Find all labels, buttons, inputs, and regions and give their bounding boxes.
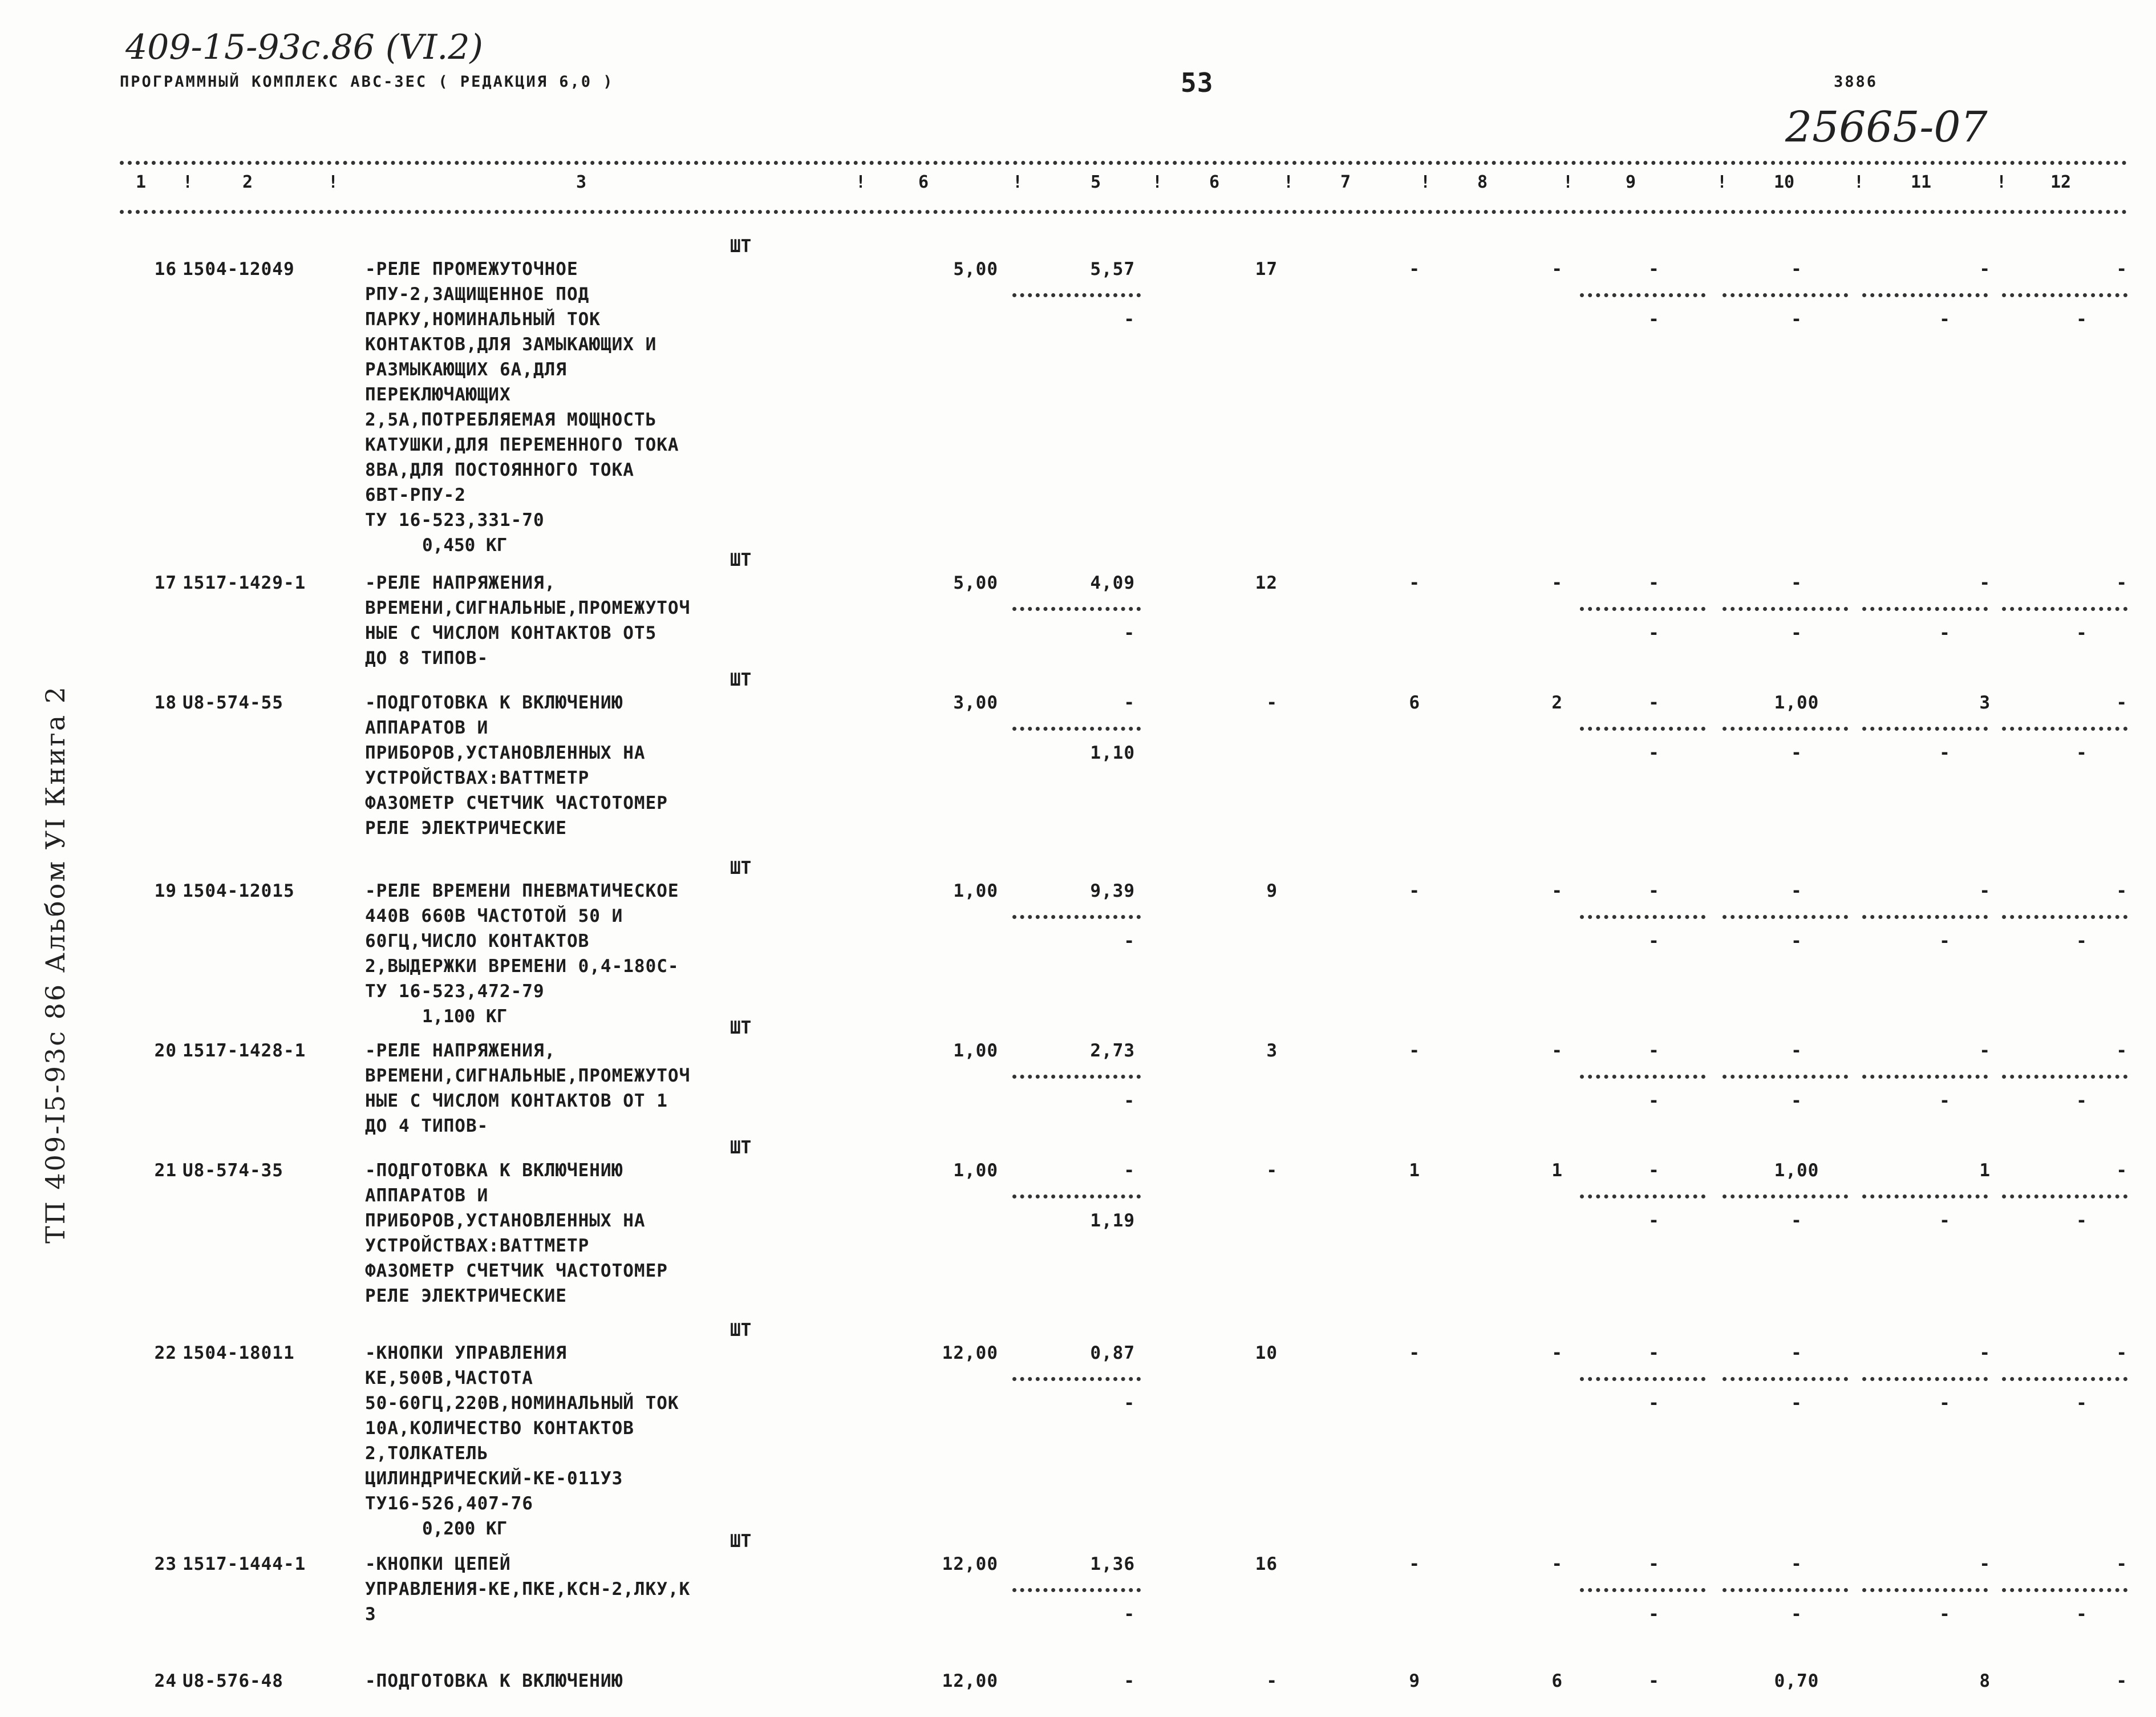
col-10-sub: - [1791, 1604, 1802, 1625]
col-12-sub: - [2076, 1091, 2088, 1111]
col-10-value: 1,00 [1774, 1160, 1819, 1181]
col-9-sub: - [1648, 1210, 1660, 1231]
col-9-value: - [1648, 693, 1660, 713]
row-number: 16 [154, 259, 177, 280]
col-12-underline [2002, 915, 2127, 919]
column-number: 3 [576, 172, 587, 192]
column-number: 6 [918, 172, 929, 192]
col-10-underline [1723, 915, 1848, 919]
item-description [365, 1669, 924, 1694]
col-8-value: - [1551, 881, 1563, 901]
column-number: 9 [1626, 172, 1636, 192]
unit-price: 4,09 [1090, 573, 1135, 593]
resource-code: 1517-1444-1 [183, 1554, 306, 1574]
price-underline [1012, 1075, 1141, 1079]
quantity: 5,00 [953, 259, 998, 280]
col-11-value: - [1979, 881, 1991, 901]
col-6-value: 10 [1255, 1343, 1278, 1363]
col-9-sub: - [1648, 309, 1660, 330]
description-line: УПРАВЛЕНИЯ-КЕ,ПКЕ,КСН-2,ЛКУ,К [365, 1579, 691, 1599]
column-number: 6 [1209, 172, 1220, 192]
col-11-sub: - [1939, 1604, 1951, 1625]
description-line: ДО 8 ТИПОВ- [365, 648, 489, 669]
col-6-value: - [1266, 1671, 1278, 1691]
unit-price: 0,87 [1090, 1343, 1135, 1363]
col-12-underline [2002, 1075, 2127, 1079]
col-10-underline [1723, 607, 1848, 611]
description-line: ДО 4 ТИПОВ- [365, 1116, 489, 1136]
col-12-value: - [2116, 259, 2127, 280]
col-10-sub: - [1791, 1393, 1802, 1414]
description-line: НЫЕ С ЧИСЛОМ КОНТАКТОВ ОТ5 [365, 623, 657, 643]
resource-code: 1504-12049 [183, 259, 295, 280]
description-line: РЕЛЕ ЭЛЕКТРИЧЕСКИЕ [365, 1286, 567, 1306]
col-9-sub: - [1648, 931, 1660, 951]
col-10-underline [1723, 1377, 1848, 1381]
col-10-sub: - [1791, 309, 1802, 330]
col-8-value: - [1551, 1040, 1563, 1061]
col-9-underline [1580, 1377, 1705, 1381]
column-number: 1 [136, 172, 147, 192]
col-11-sub: - [1939, 1210, 1951, 1231]
resource-code: 1504-12015 [183, 881, 295, 901]
price-underline [1012, 1377, 1141, 1381]
column-separator: ! [1420, 172, 1431, 192]
col-9-sub: - [1648, 623, 1660, 643]
unit-of-measure: ШТ [730, 1320, 752, 1341]
col-9-underline [1580, 727, 1705, 731]
quantity: 12,00 [942, 1671, 998, 1691]
col-9-sub: - [1648, 743, 1660, 763]
col-11-underline [1862, 727, 1988, 731]
col-10-value: 1,00 [1774, 693, 1819, 713]
item-description [365, 1552, 924, 1627]
col-8-value: - [1551, 1343, 1563, 1363]
description-line: КАТУШКИ,ДЛЯ ПЕРЕМЕННОГО ТОКА [365, 435, 679, 455]
column-separator: ! [1854, 172, 1865, 192]
description-line: 50-60ГЦ,220В,НОМИНАЛЬНЫЙ ТОК [365, 1393, 679, 1414]
description-line: -РЕЛЕ НАПРЯЖЕНИЯ, [365, 573, 556, 593]
item-description [365, 570, 924, 671]
row-number: 18 [154, 693, 177, 713]
resource-code: U8-574-55 [183, 693, 283, 713]
description-line: ВРЕМЕНИ,СИГНАЛЬНЫЕ,ПРОМЕЖУТОЧ [365, 1066, 691, 1086]
unit-of-measure: ШТ [730, 1531, 752, 1552]
column-separator: ! [183, 172, 193, 192]
description-line: КЕ,500В,ЧАСТОТА [365, 1368, 533, 1388]
quantity: 5,00 [953, 573, 998, 593]
col-11-value: 1 [1979, 1160, 1991, 1181]
col-10-value: - [1791, 1554, 1802, 1574]
unit-price-sub: - [1124, 623, 1135, 643]
col-6-value: - [1266, 1160, 1278, 1181]
column-separator: ! [1563, 172, 1574, 192]
col-9-underline [1580, 1075, 1705, 1079]
col-9-value: - [1648, 1160, 1660, 1181]
col-11-value: - [1979, 1040, 1991, 1061]
col-12-sub: - [2076, 743, 2088, 763]
unit-price-sub: - [1124, 1604, 1135, 1625]
description-line: 2,ВЫДЕРЖКИ ВРЕМЕНИ 0,4-180С- [365, 956, 679, 977]
col-6-value: - [1266, 693, 1278, 713]
program-line: ПРОГРАММНЫЙ КОМПЛЕКС АВС-3ЕС ( РЕДАКЦИЯ 6,0 ) [120, 73, 614, 91]
col-6-value: 17 [1255, 259, 1278, 280]
description-line: -РЕЛЕ ПРОМЕЖУТОЧНОЕ [365, 259, 578, 280]
col-12-value: - [2116, 1671, 2127, 1691]
resource-code: U8-574-35 [183, 1160, 283, 1181]
resource-code: 1517-1429-1 [183, 573, 306, 593]
item-description [365, 257, 924, 533]
description-line: 6ВТ-РПУ-2 [365, 485, 466, 505]
item-description [365, 1038, 924, 1139]
col-7-value: - [1409, 259, 1420, 280]
unit-price: 5,57 [1090, 259, 1135, 280]
col-9-value: - [1648, 1671, 1660, 1691]
header-rule-top [120, 161, 2127, 165]
col-11-value: - [1979, 1343, 1991, 1363]
description-line: 2,ТОЛКАТЕЛЬ [365, 1443, 489, 1464]
row-number: 17 [154, 573, 177, 593]
column-separator: ! [1283, 172, 1294, 192]
description-line: ТУ 16-523,331-70 [365, 510, 545, 531]
col-9-underline [1580, 1194, 1705, 1198]
col-11-underline [1862, 915, 1988, 919]
col-10-underline [1723, 1588, 1848, 1592]
col-10-value: - [1791, 881, 1802, 901]
header-rule-bottom [120, 210, 2127, 214]
col-12-sub: - [2076, 1393, 2088, 1414]
column-number: 10 [1774, 172, 1795, 192]
sheet-code: 3886 [1834, 73, 1878, 91]
row-number: 20 [154, 1040, 177, 1061]
quantity: 12,00 [942, 1343, 998, 1363]
col-7-value: 6 [1409, 693, 1420, 713]
col-9-underline [1580, 607, 1705, 611]
item-description [365, 690, 924, 841]
item-mass: 0,450 КГ [422, 535, 508, 556]
column-separator: ! [328, 172, 339, 192]
column-number: 5 [1091, 172, 1101, 192]
price-underline [1012, 1588, 1141, 1592]
description-line: 2,5А,ПОТРЕБЛЯЕМАЯ МОЩНОСТЬ [365, 410, 657, 430]
item-description [365, 1158, 924, 1309]
unit-of-measure: ШТ [730, 1018, 752, 1038]
description-line: -ПОДГОТОВКА К ВКЛЮЧЕНИЮ [365, 1160, 623, 1181]
description-line: УСТРОЙСТВАХ:ВАТТМЕТР [365, 1236, 590, 1256]
price-underline [1012, 1194, 1141, 1198]
col-9-underline [1580, 1588, 1705, 1592]
description-line: ЦИЛИНДРИЧЕСКИЙ-КЕ-011УЗ [365, 1468, 623, 1489]
col-10-sub: - [1791, 623, 1802, 643]
price-underline [1012, 293, 1141, 297]
col-7-value: - [1409, 1554, 1420, 1574]
col-12-value: - [2116, 1040, 2127, 1061]
description-line: ПЕРЕКЛЮЧАЮЩИХ [365, 384, 511, 405]
unit-of-measure: ШТ [730, 236, 752, 257]
description-line: ПАРКУ,НОМИНАЛЬНЫЙ ТОК [365, 309, 601, 330]
col-9-value: - [1648, 1040, 1660, 1061]
quantity: 12,00 [942, 1554, 998, 1574]
col-9-sub: - [1648, 1091, 1660, 1111]
description-line: РЕЛЕ ЭЛЕКТРИЧЕСКИЕ [365, 818, 567, 839]
description-line: -РЕЛЕ НАПРЯЖЕНИЯ, [365, 1040, 556, 1061]
unit-price-sub: - [1124, 1091, 1135, 1111]
col-11-underline [1862, 293, 1988, 297]
unit-price: 2,73 [1090, 1040, 1135, 1061]
col-11-value: - [1979, 259, 1991, 280]
col-10-underline [1723, 727, 1848, 731]
col-8-value: - [1551, 259, 1563, 280]
description-line: РАЗМЫКАЮЩИХ 6А,ДЛЯ [365, 359, 567, 380]
col-11-sub: - [1939, 931, 1951, 951]
side-annotation: ТП 409-I5-93с 86 Альбом УI Книга 2 [40, 685, 71, 1244]
quantity: 1,00 [953, 1040, 998, 1061]
description-line: КОНТАКТОВ,ДЛЯ ЗАМЫКАЮЩИХ И [365, 334, 657, 355]
col-12-value: - [2116, 693, 2127, 713]
unit-price: - [1124, 1160, 1135, 1181]
unit-price-sub: 1,10 [1090, 743, 1135, 763]
col-9-value: - [1648, 1343, 1660, 1363]
handwritten-code: 409-15-93с.86 (VI.2) [125, 27, 483, 67]
unit-of-measure: ШТ [730, 550, 752, 570]
col-11-value: - [1979, 1554, 1991, 1574]
description-line: НЫЕ С ЧИСЛОМ КОНТАКТОВ ОТ 1 [365, 1091, 668, 1111]
description-line: УСТРОЙСТВАХ:ВАТТМЕТР [365, 768, 590, 788]
col-9-sub: - [1648, 1604, 1660, 1625]
row-number: 21 [154, 1160, 177, 1181]
item-description [365, 878, 924, 1004]
col-12-value: - [2116, 1343, 2127, 1363]
col-9-sub: - [1648, 1393, 1660, 1414]
row-number: 23 [154, 1554, 177, 1574]
col-11-underline [1862, 1377, 1988, 1381]
col-8-value: 1 [1551, 1160, 1563, 1181]
column-number: 7 [1340, 172, 1351, 192]
col-10-underline [1723, 293, 1848, 297]
column-separator: ! [1012, 172, 1023, 192]
col-12-underline [2002, 1194, 2127, 1198]
description-line: АППАРАТОВ И [365, 718, 489, 738]
col-10-sub: - [1791, 1210, 1802, 1231]
col-10-value: - [1791, 1040, 1802, 1061]
col-11-underline [1862, 1194, 1988, 1198]
unit-of-measure: ШТ [730, 858, 752, 878]
col-6-value: 3 [1266, 1040, 1278, 1061]
unit-price-sub: - [1124, 1393, 1135, 1414]
quantity: 1,00 [953, 1160, 998, 1181]
resource-code: 1517-1428-1 [183, 1040, 306, 1061]
quantity: 3,00 [953, 693, 998, 713]
row-number: 24 [154, 1671, 177, 1691]
col-7-value: - [1409, 1343, 1420, 1363]
unit-price: - [1124, 1671, 1135, 1691]
col-11-value: - [1979, 573, 1991, 593]
description-line: 440В 660В ЧАСТОТОЙ 50 И [365, 906, 623, 926]
col-7-value: 9 [1409, 1671, 1420, 1691]
description-line: ТУ16-526,407-76 [365, 1493, 533, 1514]
page-number: 53 [1181, 67, 1214, 98]
item-description [365, 1341, 924, 1516]
description-line: 60ГЦ,ЧИСЛО КОНТАКТОВ [365, 931, 590, 951]
col-10-underline [1723, 1194, 1848, 1198]
col-12-value: - [2116, 881, 2127, 901]
col-9-value: - [1648, 1554, 1660, 1574]
col-9-underline [1580, 915, 1705, 919]
unit-price: - [1124, 693, 1135, 713]
price-underline [1012, 727, 1141, 731]
col-10-sub: - [1791, 931, 1802, 951]
unit-price: 1,36 [1090, 1554, 1135, 1574]
quantity: 1,00 [953, 881, 998, 901]
col-10-value: - [1791, 1343, 1802, 1363]
col-12-sub: - [2076, 1604, 2088, 1625]
col-8-value: 6 [1551, 1671, 1563, 1691]
description-line: 8ВА,ДЛЯ ПОСТОЯННОГО ТОКА [365, 460, 634, 480]
description-line: 3 [365, 1604, 376, 1625]
col-11-underline [1862, 607, 1988, 611]
resource-code: 1504-18011 [183, 1343, 295, 1363]
unit-price: 9,39 [1090, 881, 1135, 901]
col-12-underline [2002, 293, 2127, 297]
col-12-underline [2002, 727, 2127, 731]
col-12-value: - [2116, 1160, 2127, 1181]
description-line: АППАРАТОВ И [365, 1185, 489, 1206]
row-number: 19 [154, 881, 177, 901]
col-7-value: - [1409, 881, 1420, 901]
description-line: ПРИБОРОВ,УСТАНОВЛЕННЫХ НА [365, 1210, 646, 1231]
col-12-underline [2002, 607, 2127, 611]
col-8-value: - [1551, 1554, 1563, 1574]
col-7-value: - [1409, 1040, 1420, 1061]
col-6-value: 16 [1255, 1554, 1278, 1574]
description-line: ТУ 16-523,472-79 [365, 981, 545, 1002]
column-separator: ! [1717, 172, 1728, 192]
unit-price-sub: 1,19 [1090, 1210, 1135, 1231]
col-11-value: 8 [1979, 1671, 1991, 1691]
col-7-value: 1 [1409, 1160, 1420, 1181]
col-9-value: - [1648, 881, 1660, 901]
description-line: ФАЗОМЕТР СЧЕТЧИК ЧАСТОТОМЕР [365, 1261, 668, 1281]
col-11-sub: - [1939, 1091, 1951, 1111]
unit-of-measure: ШТ [730, 670, 752, 690]
unit-of-measure: ШТ [730, 1137, 752, 1158]
column-number: 8 [1477, 172, 1488, 192]
col-11-value: 3 [1979, 693, 1991, 713]
col-11-underline [1862, 1588, 1988, 1592]
col-9-value: - [1648, 259, 1660, 280]
col-10-value: - [1791, 259, 1802, 280]
col-10-sub: - [1791, 743, 1802, 763]
row-number: 22 [154, 1343, 177, 1363]
col-10-underline [1723, 1075, 1848, 1079]
unit-price-sub: - [1124, 931, 1135, 951]
column-separator: ! [1152, 172, 1163, 192]
column-number: 11 [1911, 172, 1932, 192]
description-line: -КНОПКИ ЦЕПЕЙ [365, 1554, 511, 1574]
col-12-value: - [2116, 573, 2127, 593]
col-6-value: 12 [1255, 573, 1278, 593]
col-9-underline [1580, 293, 1705, 297]
col-12-sub: - [2076, 931, 2088, 951]
col-11-sub: - [1939, 309, 1951, 330]
col-12-underline [2002, 1588, 2127, 1592]
col-8-value: - [1551, 573, 1563, 593]
col-11-underline [1862, 1075, 1988, 1079]
description-line: 10А,КОЛИЧЕСТВО КОНТАКТОВ [365, 1418, 634, 1439]
col-6-value: 9 [1266, 881, 1278, 901]
item-mass: 0,200 КГ [422, 1518, 508, 1539]
col-12-sub: - [2076, 1210, 2088, 1231]
description-line: ВРЕМЕНИ,СИГНАЛЬНЫЕ,ПРОМЕЖУТОЧ [365, 598, 691, 618]
description-line: -ПОДГОТОВКА К ВКЛЮЧЕНИЮ [365, 1671, 623, 1691]
col-11-sub: - [1939, 743, 1951, 763]
column-separator: ! [856, 172, 866, 192]
column-separator: ! [1996, 172, 2007, 192]
col-12-sub: - [2076, 623, 2088, 643]
col-12-value: - [2116, 1554, 2127, 1574]
price-underline [1012, 915, 1141, 919]
col-10-value: 0,70 [1774, 1671, 1819, 1691]
col-10-sub: - [1791, 1091, 1802, 1111]
column-number: 12 [2050, 172, 2072, 192]
description-line: -КНОПКИ УПРАВЛЕНИЯ [365, 1343, 567, 1363]
column-number: 2 [242, 172, 253, 192]
col-9-value: - [1648, 573, 1660, 593]
doc-number: 25665-07 [1785, 103, 1988, 152]
resource-code: U8-576-48 [183, 1671, 283, 1691]
col-12-sub: - [2076, 309, 2088, 330]
description-line: РПУ-2,ЗАЩИЩЕННОЕ ПОД [365, 284, 590, 305]
price-underline [1012, 607, 1141, 611]
col-8-value: 2 [1551, 693, 1563, 713]
description-line: -ПОДГОТОВКА К ВКЛЮЧЕНИЮ [365, 693, 623, 713]
description-line: -РЕЛЕ ВРЕМЕНИ ПНЕВМАТИЧЕСКОЕ [365, 881, 679, 901]
col-7-value: - [1409, 573, 1420, 593]
unit-price-sub: - [1124, 309, 1135, 330]
item-mass: 1,100 КГ [422, 1006, 508, 1027]
description-line: ПРИБОРОВ,УСТАНОВЛЕННЫХ НА [365, 743, 646, 763]
col-11-sub: - [1939, 623, 1951, 643]
col-11-sub: - [1939, 1393, 1951, 1414]
col-10-value: - [1791, 573, 1802, 593]
description-line: ФАЗОМЕТР СЧЕТЧИК ЧАСТОТОМЕР [365, 793, 668, 813]
col-12-underline [2002, 1377, 2127, 1381]
